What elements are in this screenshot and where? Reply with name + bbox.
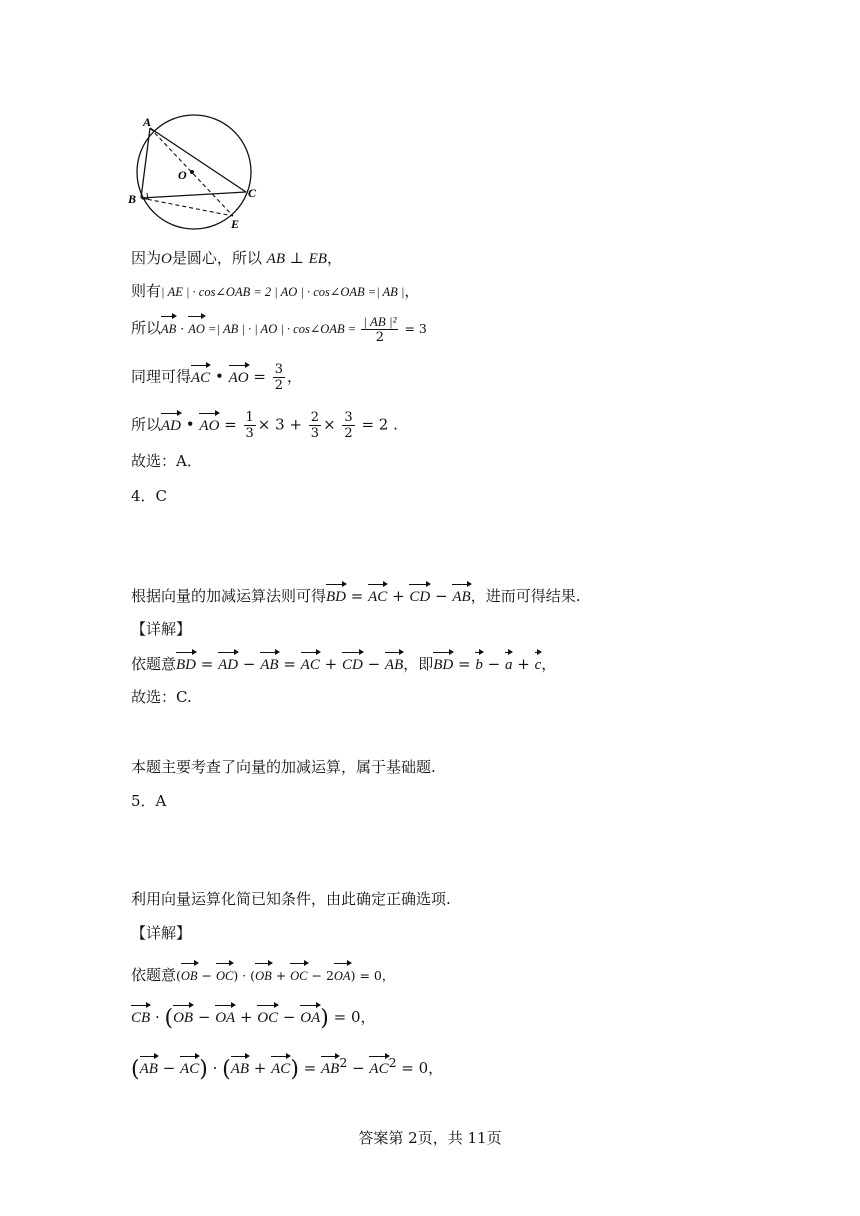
circle-triangle-figure	[125, 113, 270, 233]
line-4: 同理可得AC • AO = $\frac{3}{2}$ ，	[131, 362, 302, 393]
label-E: E	[231, 217, 240, 231]
center-point	[190, 170, 194, 174]
segment-AB	[141, 128, 150, 198]
line-1: 因为O是圆心，所以 AB ⊥ EB，	[131, 249, 342, 267]
line-11: 故选：C.	[131, 688, 192, 706]
line-14: 利用向量运算化简已知条件，由此确定正确选项.	[131, 890, 451, 908]
line-12: 本题主要考查了向量的加减运算，属于基础题.	[131, 758, 436, 776]
segment-AC	[150, 128, 246, 192]
question-5-answer: 5．A	[131, 792, 167, 810]
segment-BC	[141, 192, 246, 198]
page-footer: 答案第 2页，共 11页	[358, 1129, 502, 1147]
detail-heading: 【详解】	[131, 620, 192, 638]
label-C: C	[248, 186, 257, 200]
line-5: 所以AD • AO = $\frac{1}{3}$ × 3 + $\frac{2}{3}$ × $\frac{3}{2}$ = 2 .	[131, 410, 398, 441]
label-B: B	[128, 192, 137, 206]
line-3: 所以AB · AO =| AB | · | AO | · cos∠OAB = $\frac{\text{| AB |²}}{2}$ = 3	[131, 314, 427, 345]
label-A: A	[143, 115, 152, 129]
line-17: CB · (OB − OA + OC − OA) = 0，	[131, 1006, 376, 1031]
line-6: 故选：A．	[131, 452, 202, 470]
line-18: $(AB - AC) \cdot (AB + AC) = AB^2 - AC^2 = 0$，	[131, 1055, 444, 1082]
question-4-answer: 4．C	[131, 487, 168, 505]
line-8: 根据向量的加减运算法则可得BD = AC + CD − AB，进而可得结果.	[131, 583, 580, 608]
line-16: 依题意(OB − OC) · (OB + OC − 2OA) = 0，	[131, 962, 394, 987]
label-O: O	[178, 168, 187, 182]
line-10: 依题意BD = AD − AB = AC + CD − AB，即BD = b − a + c，	[131, 651, 556, 676]
detail-heading-2: 【详解】	[131, 924, 192, 942]
line-2: 则有| AE | · cos∠OAB = 2 | AO | · cos∠OAB =| AB |，	[131, 282, 420, 300]
